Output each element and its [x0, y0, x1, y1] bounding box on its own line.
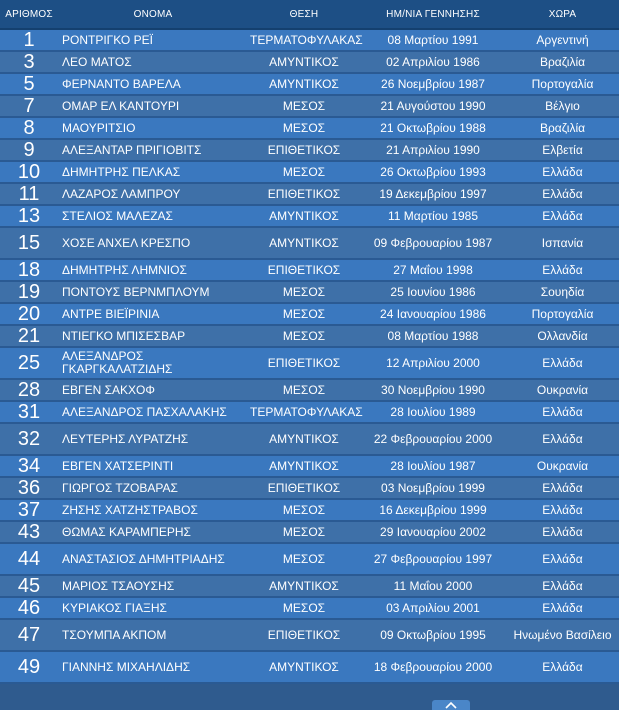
table-row: [0, 326, 619, 348]
cell-number: 9: [0, 140, 58, 162]
cell-birthdate: 12 Απριλίου 2000: [360, 348, 506, 380]
table-row: [0, 74, 619, 96]
cell-number: 43: [0, 522, 58, 544]
cell-number: 45: [0, 576, 58, 598]
cell-position: ΕΠΙΘΕΤΙΚΟΣ: [248, 478, 360, 500]
table-row: [0, 30, 619, 52]
cell-number: 44: [0, 544, 58, 576]
cell-position: ΑΜΥΝΤΙΚΟΣ: [248, 228, 360, 260]
cell-name: ΓΙΑΝΝΗΣ ΜΙΧΑΗΛΙΔΗΣ: [58, 652, 248, 684]
cell-position: ΜΕΣΟΣ: [248, 282, 360, 304]
cell-position: ΜΕΣΟΣ: [248, 162, 360, 184]
header-position: ΘΕΣΗ: [248, 0, 360, 30]
table-row: [0, 456, 619, 478]
cell-name: ΑΝΤΡΕ ΒΙΕΪΡΙΝΙΑ: [58, 304, 248, 326]
cell-number: 1: [0, 30, 58, 52]
cell-name: ΦΕΡΝΑΝΤΟ ΒΑΡΕΛΑ: [58, 74, 248, 96]
cell-position: ΜΕΣΟΣ: [248, 96, 360, 118]
table-row: [0, 576, 619, 598]
cell-name: ΜΑΡΙΟΣ ΤΣΑΟΥΣΗΣ: [58, 576, 248, 598]
roster-body: [0, 30, 619, 684]
cell-country: Βέλγιο: [506, 96, 619, 118]
cell-position: ΜΕΣΟΣ: [248, 118, 360, 140]
cell-birthdate: 08 Μαρτίου 1991: [360, 30, 506, 52]
table-row: [0, 228, 619, 260]
cell-position: ΕΠΙΘΕΤΙΚΟΣ: [248, 140, 360, 162]
cell-birthdate: 26 Οκτωβρίου 1993: [360, 162, 506, 184]
table-row: [0, 598, 619, 620]
cell-number: 36: [0, 478, 58, 500]
cell-birthdate: 29 Ιανουαρίου 2002: [360, 522, 506, 544]
cell-country: Ολλανδία: [506, 326, 619, 348]
cell-country: Ελλάδα: [506, 576, 619, 598]
cell-name: ΡΟΝΤΡΙΓΚΟ ΡΕΪ: [58, 30, 248, 52]
header-birthdate: ΗΜ/ΝΙΑ ΓΕΝΝΗΣΗΣ: [360, 0, 506, 30]
cell-country: Ελλάδα: [506, 260, 619, 282]
cell-country: Ελλάδα: [506, 184, 619, 206]
table-row: [0, 282, 619, 304]
cell-country: Σουηδία: [506, 282, 619, 304]
cell-number: 5: [0, 74, 58, 96]
cell-number: 49: [0, 652, 58, 684]
cell-birthdate: 24 Ιανουαρίου 1986: [360, 304, 506, 326]
cell-number: 8: [0, 118, 58, 140]
cell-position: ΕΠΙΘΕΤΙΚΟΣ: [248, 620, 360, 652]
table-row: [0, 304, 619, 326]
table-row: [0, 522, 619, 544]
cell-birthdate: 03 Νοεμβρίου 1999: [360, 478, 506, 500]
cell-name: ΓΙΩΡΓΟΣ ΤΖΟΒΑΡΑΣ: [58, 478, 248, 500]
cell-country: Βραζιλία: [506, 52, 619, 74]
cell-name: ΘΩΜΑΣ ΚΑΡΑΜΠΕΡΗΣ: [58, 522, 248, 544]
cell-number: 28: [0, 380, 58, 402]
cell-birthdate: 25 Ιουνίου 1986: [360, 282, 506, 304]
cell-position: ΑΜΥΝΤΙΚΟΣ: [248, 576, 360, 598]
cell-name: ΔΗΜΗΤΡΗΣ ΠΕΛΚΑΣ: [58, 162, 248, 184]
cell-position: ΜΕΣΟΣ: [248, 500, 360, 522]
cell-name: ΠΟΝΤΟΥΣ ΒΕΡΝΜΠΛΟΥΜ: [58, 282, 248, 304]
table-row: [0, 620, 619, 652]
cell-position: ΕΠΙΘΕΤΙΚΟΣ: [248, 348, 360, 380]
cell-birthdate: 21 Οκτωβρίου 1988: [360, 118, 506, 140]
scroll-to-top-button[interactable]: [432, 700, 470, 710]
cell-birthdate: 19 Δεκεμβρίου 1997: [360, 184, 506, 206]
cell-position: ΑΜΥΝΤΙΚΟΣ: [248, 456, 360, 478]
table-row: [0, 260, 619, 282]
table-row: [0, 162, 619, 184]
cell-name: ΕΒΓΕΝ ΣΑΚΧΟΦ: [58, 380, 248, 402]
cell-country: Ελβετία: [506, 140, 619, 162]
header-number: ΑΡΙΘΜΟΣ: [0, 0, 58, 30]
cell-country: Πορτογαλία: [506, 74, 619, 96]
cell-number: 31: [0, 402, 58, 424]
cell-country: Ελλάδα: [506, 652, 619, 684]
cell-name: ΣΤΕΛΙΟΣ ΜΑΛΕΖΑΣ: [58, 206, 248, 228]
cell-country: Ηνωμένο Βασίλειο: [506, 620, 619, 652]
table-row: [0, 184, 619, 206]
cell-name: ΑΛΕΞΑΝΔΡΟΣ ΓΚΑΡΓΚΑΛΑΤΖΙΔΗΣ: [58, 348, 248, 380]
cell-number: 21: [0, 326, 58, 348]
cell-country: Βραζιλία: [506, 118, 619, 140]
cell-position: ΜΕΣΟΣ: [248, 598, 360, 620]
cell-birthdate: 09 Φεβρουαρίου 1987: [360, 228, 506, 260]
cell-number: 19: [0, 282, 58, 304]
cell-name: ΛΕΥΤΕΡΗΣ ΛΥΡΑΤΖΗΣ: [58, 424, 248, 456]
cell-birthdate: 11 Μαΐου 2000: [360, 576, 506, 598]
cell-country: Ελλάδα: [506, 206, 619, 228]
table-row: [0, 500, 619, 522]
cell-number: 18: [0, 260, 58, 282]
cell-position: ΜΕΣΟΣ: [248, 304, 360, 326]
cell-position: ΜΕΣΟΣ: [248, 326, 360, 348]
cell-name: ΑΝΑΣΤΑΣΙΟΣ ΔΗΜΗΤΡΙΑΔΗΣ: [58, 544, 248, 576]
cell-position: ΑΜΥΝΤΙΚΟΣ: [248, 424, 360, 456]
cell-birthdate: 18 Φεβρουαρίου 2000: [360, 652, 506, 684]
cell-name: ΛΕΟ ΜΑΤΟΣ: [58, 52, 248, 74]
table-row: [0, 348, 619, 380]
cell-country: Ελλάδα: [506, 598, 619, 620]
cell-position: ΑΜΥΝΤΙΚΟΣ: [248, 652, 360, 684]
cell-birthdate: 21 Απριλίου 1990: [360, 140, 506, 162]
cell-birthdate: 22 Φεβρουαρίου 2000: [360, 424, 506, 456]
cell-position: ΤΕΡΜΑΤΟΦΥΛΑΚΑΣ: [248, 30, 360, 52]
cell-birthdate: 09 Οκτωβρίου 1995: [360, 620, 506, 652]
table-row: [0, 402, 619, 424]
cell-birthdate: 21 Αυγούστου 1990: [360, 96, 506, 118]
cell-birthdate: 11 Μαρτίου 1985: [360, 206, 506, 228]
cell-position: ΜΕΣΟΣ: [248, 544, 360, 576]
table-row: [0, 652, 619, 684]
cell-number: 7: [0, 96, 58, 118]
chevron-up-icon: [444, 701, 458, 709]
header-row: [0, 0, 619, 30]
table-row: [0, 140, 619, 162]
cell-number: 32: [0, 424, 58, 456]
cell-position: ΕΠΙΘΕΤΙΚΟΣ: [248, 260, 360, 282]
cell-country: Ελλάδα: [506, 544, 619, 576]
cell-number: 20: [0, 304, 58, 326]
cell-name: ΟΜΑΡ ΕΛ ΚΑΝΤΟΥΡΙ: [58, 96, 248, 118]
cell-country: Ελλάδα: [506, 402, 619, 424]
cell-birthdate: 28 Ιουλίου 1989: [360, 402, 506, 424]
table-row: [0, 206, 619, 228]
cell-number: 47: [0, 620, 58, 652]
cell-country: Ελλάδα: [506, 424, 619, 456]
table-row: [0, 96, 619, 118]
cell-name: ΝΤΙΕΓΚΟ ΜΠΙΣΕΣΒΑΡ: [58, 326, 248, 348]
cell-name: ΧΟΣΕ ΑΝΧΕΛ ΚΡΕΣΠΟ: [58, 228, 248, 260]
cell-birthdate: 30 Νοεμβρίου 1990: [360, 380, 506, 402]
cell-country: Ελλάδα: [506, 348, 619, 380]
cell-position: ΜΕΣΟΣ: [248, 522, 360, 544]
table-row: [0, 544, 619, 576]
cell-country: Ελλάδα: [506, 162, 619, 184]
cell-birthdate: 28 Ιουλίου 1987: [360, 456, 506, 478]
cell-name: ΕΒΓΕΝ ΧΑΤΣΕΡΙΝΤΙ: [58, 456, 248, 478]
cell-country: Ουκρανία: [506, 456, 619, 478]
cell-number: 37: [0, 500, 58, 522]
cell-name: ΑΛΕΞΑΝΔΡΟΣ ΠΑΣΧΑΛΑΚΗΣ: [58, 402, 248, 424]
cell-birthdate: 27 Μαΐου 1998: [360, 260, 506, 282]
header-country: ΧΩΡΑ: [506, 0, 619, 30]
table-row: [0, 118, 619, 140]
cell-birthdate: 08 Μαρτίου 1988: [360, 326, 506, 348]
cell-birthdate: 27 Φεβρουαρίου 1997: [360, 544, 506, 576]
cell-name: ΤΣΟΥΜΠΑ ΑΚΠΟΜ: [58, 620, 248, 652]
table-row: [0, 52, 619, 74]
cell-name: ΚΥΡΙΑΚΟΣ ΓΙΑΞΗΣ: [58, 598, 248, 620]
cell-name: ΜΑΟΥΡΙΤΣΙΟ: [58, 118, 248, 140]
cell-country: Αργεντινή: [506, 30, 619, 52]
cell-country: Πορτογαλία: [506, 304, 619, 326]
cell-country: Ελλάδα: [506, 522, 619, 544]
table-row: [0, 380, 619, 402]
cell-birthdate: 16 Δεκεμβρίου 1999: [360, 500, 506, 522]
table-row: [0, 424, 619, 456]
cell-number: 13: [0, 206, 58, 228]
cell-number: 10: [0, 162, 58, 184]
cell-country: Ισπανία: [506, 228, 619, 260]
cell-country: Ελλάδα: [506, 500, 619, 522]
cell-number: 11: [0, 184, 58, 206]
cell-birthdate: 26 Νοεμβρίου 1987: [360, 74, 506, 96]
cell-country: Ουκρανία: [506, 380, 619, 402]
cell-number: 15: [0, 228, 58, 260]
header-name: ΟΝΟΜΑ: [58, 0, 248, 30]
cell-position: ΤΕΡΜΑΤΟΦΥΛΑΚΑΣ: [248, 402, 360, 424]
cell-position: ΑΜΥΝΤΙΚΟΣ: [248, 52, 360, 74]
cell-country: Ελλάδα: [506, 478, 619, 500]
cell-name: ΑΛΕΞΑΝΤΑΡ ΠΡΙΓΙΟΒΙΤΣ: [58, 140, 248, 162]
cell-position: ΜΕΣΟΣ: [248, 380, 360, 402]
cell-position: ΑΜΥΝΤΙΚΟΣ: [248, 74, 360, 96]
cell-name: ΛΑΖΑΡΟΣ ΛΑΜΠΡΟΥ: [58, 184, 248, 206]
cell-number: 34: [0, 456, 58, 478]
cell-name: ΔΗΜΗΤΡΗΣ ΛΗΜΝΙΟΣ: [58, 260, 248, 282]
cell-number: 3: [0, 52, 58, 74]
cell-position: ΑΜΥΝΤΙΚΟΣ: [248, 206, 360, 228]
cell-name: ΖΗΣΗΣ ΧΑΤΖΗΣΤΡΑΒΟΣ: [58, 500, 248, 522]
cell-birthdate: 03 Απριλίου 2001: [360, 598, 506, 620]
cell-number: 46: [0, 598, 58, 620]
table-row: [0, 478, 619, 500]
cell-number: 25: [0, 348, 58, 380]
cell-position: ΕΠΙΘΕΤΙΚΟΣ: [248, 184, 360, 206]
cell-birthdate: 02 Απριλίου 1986: [360, 52, 506, 74]
